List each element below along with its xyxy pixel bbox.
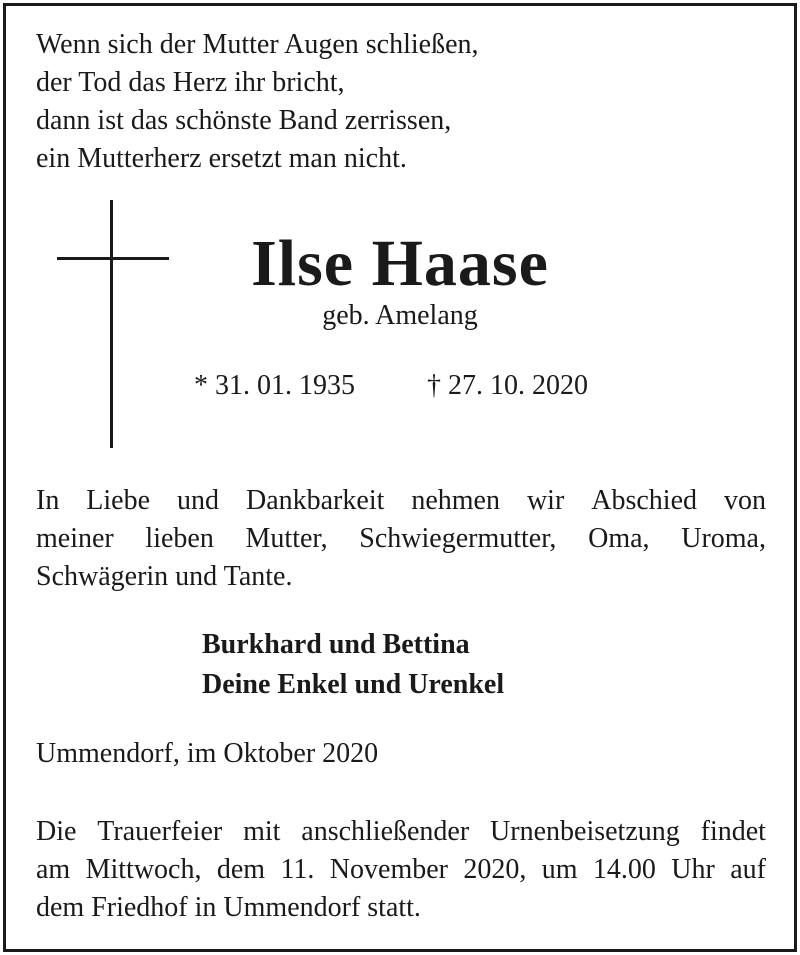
farewell-line <box>36 482 766 520</box>
service-line <box>36 851 766 889</box>
word: mit <box>243 816 281 847</box>
born-name: geb. Amelang <box>322 300 478 331</box>
signer-line: Burkhard und Bettina <box>202 629 470 660</box>
signers <box>202 625 504 705</box>
birth-date: * 31. 01. 1935 <box>194 370 355 401</box>
deceased-name-text: Ilse Haase <box>251 227 549 300</box>
place-date: Ummendorf, im Oktober 2020 <box>36 738 379 769</box>
poem-line: der Tod das Herz ihr bricht, <box>36 67 345 98</box>
word: findet <box>700 816 766 847</box>
farewell-line: Schwägerin und Tante. <box>36 561 293 592</box>
poem-line: Wenn sich der Mutter Augen schließen, <box>36 29 479 60</box>
word: Mittwoch, <box>85 854 202 885</box>
word: lieben <box>145 523 214 554</box>
service-line <box>36 813 766 851</box>
word: 14.00 <box>592 854 656 885</box>
word: Trauerfeier <box>97 816 223 847</box>
word: und <box>177 485 220 516</box>
poem <box>36 26 479 178</box>
word: auf <box>730 854 766 885</box>
word: November <box>329 854 448 885</box>
farewell-paragraph <box>36 482 766 596</box>
word: meiner <box>36 523 114 554</box>
farewell-line <box>36 520 766 558</box>
word: am <box>36 854 71 885</box>
word: Mutter, <box>245 523 328 554</box>
word: Abschied <box>591 485 698 516</box>
word: 2020, <box>463 854 527 885</box>
service-line: dem Friedhof in Ummendorf statt. <box>36 892 421 923</box>
word: Die <box>36 816 77 847</box>
poem-line: ein Mutterherz ersetzt man nicht. <box>36 143 407 174</box>
word: Dankbarkeit <box>245 485 385 516</box>
word: von <box>723 485 766 516</box>
word: nehmen <box>411 485 500 516</box>
poem-line: dann ist das schönste Band zerrissen, <box>36 105 452 136</box>
service-paragraph <box>36 813 766 927</box>
signer-line: Deine Enkel und Urenkel <box>202 669 505 700</box>
word: anschließender <box>301 816 470 847</box>
word: um <box>541 854 578 885</box>
word: Uhr <box>671 854 715 885</box>
deceased-name <box>0 224 800 304</box>
word: In <box>36 485 60 516</box>
word: wir <box>526 485 565 516</box>
word: Urnenbeisetzung <box>490 816 680 847</box>
word: Oma, <box>588 523 650 554</box>
death-date: † 27. 10. 2020 <box>427 370 588 401</box>
word: Liebe <box>86 485 151 516</box>
word: dem <box>216 854 266 885</box>
word: Schwiegermutter, <box>359 523 557 554</box>
word: 11. <box>280 854 315 885</box>
word: Uroma, <box>681 523 766 554</box>
